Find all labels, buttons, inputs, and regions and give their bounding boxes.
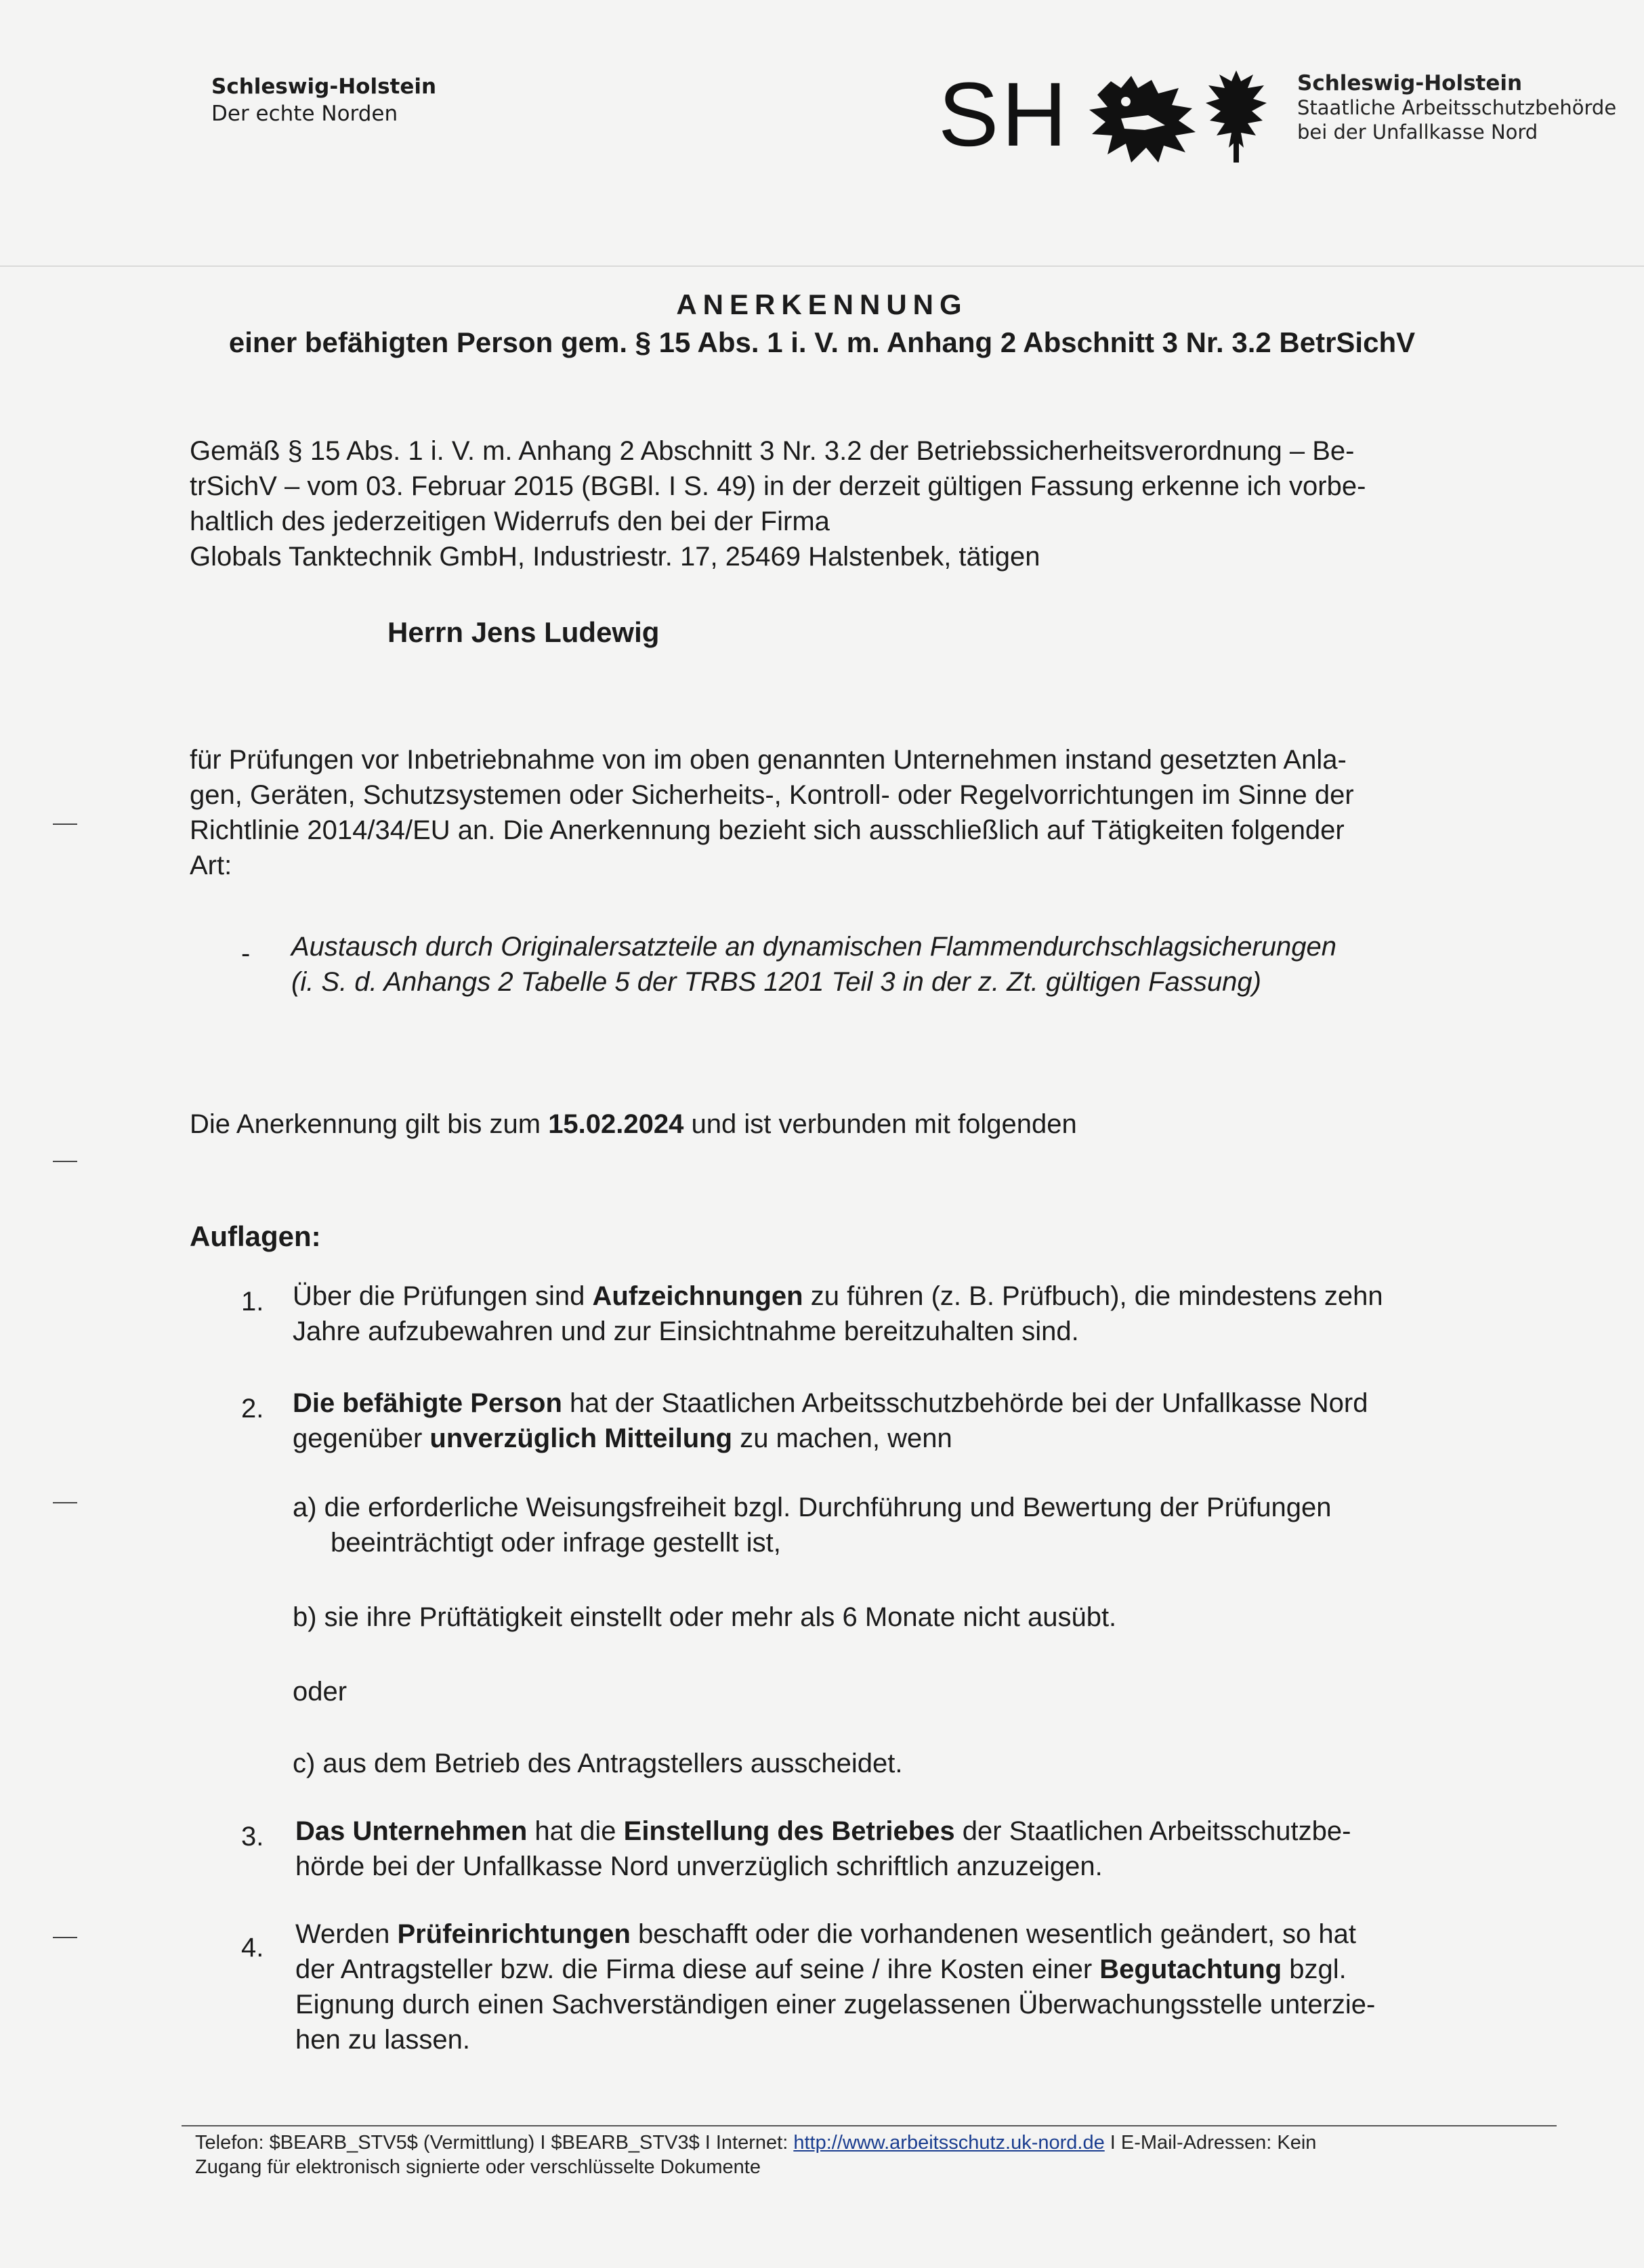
header-authority-sub: bei der Unfallkasse Nord	[1297, 121, 1538, 144]
condition-number: 4.	[241, 1933, 264, 1963]
text: beschafft oder die vorhandenen wesentlich geändert, so hat	[630, 1919, 1357, 1949]
intro-paragraph	[190, 433, 1538, 574]
emphasis: Begutachtung	[1099, 1954, 1282, 1984]
intro-line: trSichV – vom 03. Februar 2015 (BGBl. I S. 49) in der derzeit gültigen Fassung erkenne ich vorbe-	[190, 471, 1366, 501]
text: hörde bei der Unfallkasse Nord unverzüglich schriftlich anzuzeigen.	[295, 1852, 1103, 1881]
text: Werden	[295, 1919, 398, 1949]
text: hat der Staatlichen Arbeitsschutzbehörde bei der Unfallkasse Nord	[562, 1388, 1368, 1418]
sh-logo-text: SH	[938, 64, 1070, 165]
header-divider	[0, 265, 1644, 267]
condition-2	[293, 1386, 1546, 1456]
text: gegenüber	[293, 1424, 430, 1453]
activity-description	[291, 929, 1538, 1000]
condition-2-oder: oder	[293, 1677, 347, 1707]
scope-line: Richtlinie 2014/34/EU an. Die Anerkennung bezieht sich ausschließlich auf Tätigkeiten folgender	[190, 815, 1345, 845]
fold-mark	[53, 823, 77, 825]
scope-paragraph	[190, 742, 1538, 883]
footer-email-note-cont: Zugang für elektronisch signierte oder verschlüsselte Dokumente	[195, 2156, 761, 2178]
text: zu machen, wenn	[732, 1424, 952, 1453]
text: Eignung durch einen Sachverständigen einer zugelassenen Überwachungsstelle unterzie-	[295, 1990, 1376, 2019]
emphasis: Das Unternehmen	[295, 1816, 528, 1846]
validity-suffix: und ist verbunden mit folgenden	[683, 1109, 1077, 1139]
text: der Antragsteller bzw. die Firma diese auf seine / ihre Kosten einer	[295, 1954, 1100, 1984]
intro-line: haltlich des jederzeitigen Widerrufs den bei der Firma	[190, 507, 830, 536]
text: beeinträchtigt oder infrage gestellt ist,	[331, 1528, 781, 1558]
header-left	[211, 73, 436, 127]
header-right	[1297, 71, 1616, 144]
header-slogan: Der echte Norden	[211, 102, 398, 126]
condition-2-sub-a	[293, 1490, 1532, 1560]
condition-1	[293, 1279, 1546, 1349]
footer-contact: Telefon: $BEARB_STV5$ (Vermittlung) I $BEARB_STV3$ I Internet:	[195, 2132, 794, 2154]
footer-divider	[182, 2125, 1557, 2126]
footer-email-note: I E-Mail-Adressen: Kein	[1104, 2132, 1317, 2154]
condition-4	[295, 1917, 1542, 2057]
header-state-name: Schleswig-Holstein	[211, 74, 437, 99]
condition-number: 2.	[241, 1394, 264, 1424]
header-authority-name: Staatliche Arbeitsschutzbehörde	[1297, 96, 1617, 119]
footer	[195, 2131, 1550, 2179]
condition-2-sub-b: b) sie ihre Prüftätigkeit einstellt oder mehr als 6 Monate nicht ausübt.	[293, 1602, 1117, 1632]
nettle-leaf-emblem-icon	[1206, 70, 1267, 163]
website-link[interactable]: http://www.arbeitsschutz.uk-nord.de	[793, 2132, 1105, 2154]
emphasis: Einstellung des Betriebes	[623, 1816, 955, 1846]
person-name: Herrn Jens Ludewig	[387, 616, 660, 648]
intro-line: Gemäß § 15 Abs. 1 i. V. m. Anhang 2 Abschnitt 3 Nr. 3.2 der Betriebssicherheitsverordnung – Be-	[190, 436, 1355, 466]
condition-number: 3.	[241, 1822, 264, 1852]
emphasis: unverzüglich Mitteilung	[429, 1424, 733, 1453]
text: Jahre aufzubewahren und zur Einsichtnahme bereitzuhalten sind.	[293, 1317, 1079, 1346]
validity-prefix: Die Anerkennung gilt bis zum	[190, 1109, 549, 1139]
document-subtitle: einer befähigten Person gem. § 15 Abs. 1 i. V. m. Anhang 2 Abschnitt 3 Nr. 3.2 BetrSichV	[228, 326, 1416, 358]
fold-mark	[53, 1502, 77, 1503]
validity-statement	[190, 1107, 1077, 1142]
scope-line: gen, Geräten, Schutzsystemen oder Sicherheits-, Kontroll- oder Regelvorrichtungen im Sinne der	[190, 780, 1354, 810]
activity-bullet: -	[241, 939, 251, 968]
condition-2-sub-c: c) aus dem Betrieb des Antragstellers ausscheidet.	[293, 1749, 903, 1778]
activity-line: (i. S. d. Anhangs 2 Tabelle 5 der TRBS 1201 Teil 3 in der z. Zt. gültigen Fassung)	[291, 967, 1261, 997]
lion-emblem-icon	[1084, 68, 1199, 169]
fold-mark	[53, 1161, 77, 1162]
emphasis: Prüfeinrichtungen	[397, 1919, 631, 1949]
emphasis: Aufzeichnungen	[592, 1281, 803, 1311]
text: der Staatlichen Arbeitsschutzbe-	[954, 1816, 1351, 1846]
validity-date: 15.02.2024	[548, 1109, 684, 1139]
text: zu führen (z. B. Prüfbuch), die mindestens zehn	[803, 1281, 1383, 1311]
activity-line: Austausch durch Originalersatzteile an dynamischen Flammendurchschlagsicherungen	[291, 932, 1337, 962]
condition-number: 1.	[241, 1287, 264, 1317]
conditions-heading: Auflagen:	[190, 1220, 321, 1252]
document-title: ANERKENNUNG	[676, 288, 968, 320]
scope-line: Art:	[190, 851, 232, 880]
emphasis: Die befähigte Person	[293, 1388, 562, 1418]
text: Über die Prüfungen sind	[293, 1281, 593, 1311]
text: a) die erforderliche Weisungsfreiheit bzgl. Durchführung und Bewertung der Prüfungen	[293, 1493, 1332, 1522]
scope-line: für Prüfungen vor Inbetriebnahme von im oben genannten Unternehmen instand gesetzten Anla-	[190, 745, 1347, 775]
text: bzgl.	[1282, 1954, 1347, 1984]
condition-3	[295, 1814, 1542, 1884]
fold-mark	[53, 1937, 77, 1938]
text: hat die	[527, 1816, 624, 1846]
header-authority-state: Schleswig-Holstein	[1297, 71, 1523, 95]
text: hen zu lassen.	[295, 2025, 470, 2055]
intro-line: Globals Tanktechnik GmbH, Industriestr. 17, 25469 Halstenbek, tätigen	[190, 542, 1040, 572]
